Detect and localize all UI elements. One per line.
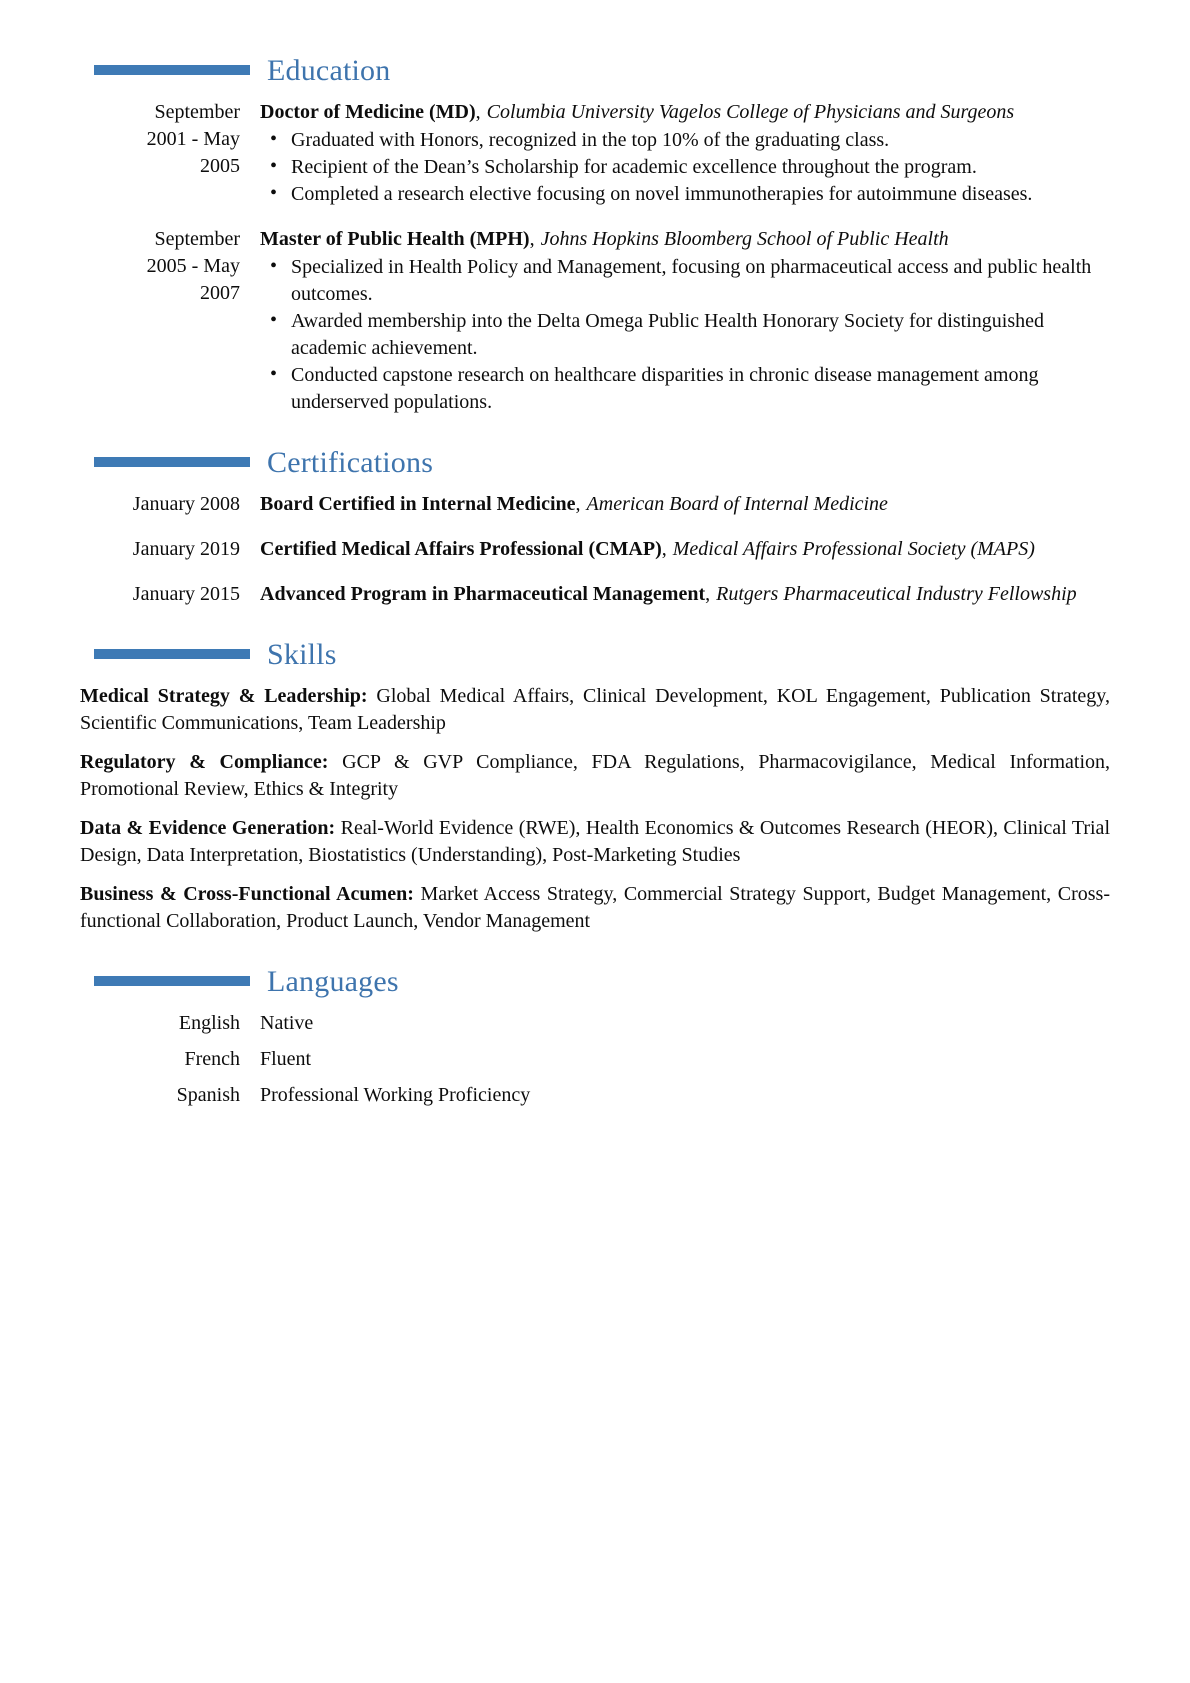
entry-dates-text: January 2008 bbox=[132, 493, 240, 515]
section-rule-icon bbox=[94, 65, 250, 75]
skills-group-label: Business & Cross-Functional Acumen: bbox=[80, 883, 414, 905]
entry-bullets bbox=[260, 127, 1110, 208]
separator: , bbox=[575, 493, 581, 515]
certification-issuer: Medical Affairs Professional Society (MAPS) bbox=[672, 538, 1035, 560]
entry-title bbox=[260, 536, 1110, 563]
skills-group bbox=[80, 683, 1110, 737]
certification-entry bbox=[80, 536, 1110, 563]
education-entry-mph bbox=[80, 226, 1110, 416]
entry-title bbox=[260, 491, 1110, 518]
institution-name: Johns Hopkins Bloomberg School of Public Health bbox=[540, 228, 949, 250]
skills-group-items: GCP & GVP Compliance, FDA Regulations, Pharmacovigilance, Medical Information, Promotional Review, Ethics & Integrity bbox=[80, 751, 1111, 800]
bullet-item: • Awarded membership into the Delta Omega Public Health Honorary Society for distinguished academic achievement. bbox=[260, 308, 1110, 362]
bullet-item: • Completed a research elective focusing on novel immunotherapies for autoimmune diseases. bbox=[260, 181, 1110, 208]
section-header-education bbox=[80, 54, 1110, 87]
certification-entry bbox=[80, 581, 1110, 608]
institution-name: Columbia University Vagelos College of Physicians and Surgeons bbox=[486, 101, 1015, 123]
separator: , bbox=[705, 583, 711, 605]
section-rule-icon bbox=[94, 649, 250, 659]
skills-group-label: Medical Strategy & Leadership: bbox=[80, 685, 368, 707]
language-name: English bbox=[178, 1012, 240, 1034]
certification-name: Advanced Program in Pharmaceutical Management bbox=[260, 583, 706, 605]
entry-dates bbox=[80, 581, 240, 608]
entry-title bbox=[260, 581, 1110, 608]
education-entry-md bbox=[80, 99, 1110, 208]
skills-group-items: Market Access Strategy, Commercial Strategy Support, Budget Management, Cross-functional Collaboration, Product Launch, Vendor Management bbox=[80, 883, 1110, 932]
entry-body bbox=[260, 99, 1110, 208]
bullet-item: • Recipient of the Dean’s Scholarship for academic excellence throughout the program. bbox=[260, 154, 1110, 181]
bullet-item: • Conducted capstone research on healthcare disparities in chronic disease management among underserved populations. bbox=[260, 362, 1110, 416]
certification-entry bbox=[80, 491, 1110, 518]
section-title-education: Education bbox=[267, 54, 391, 87]
language-level: Fluent bbox=[260, 1048, 312, 1070]
language-row bbox=[80, 1082, 1110, 1109]
separator: , bbox=[529, 228, 535, 250]
language-level: Professional Working Proficiency bbox=[260, 1084, 531, 1106]
entry-dates-text: September 2001 - May 2005 bbox=[146, 101, 240, 177]
entry-body bbox=[260, 491, 1110, 518]
entry-dates-text: September 2005 - May 2007 bbox=[146, 228, 240, 304]
language-name: French bbox=[184, 1048, 240, 1070]
bullet-item: • Specialized in Health Policy and Management, focusing on pharmaceutical access and public health outcomes. bbox=[260, 254, 1110, 308]
certification-name: Certified Medical Affairs Professional (CMAP) bbox=[260, 538, 662, 560]
entry-title bbox=[260, 99, 1110, 126]
skills-group-label: Regulatory & Compliance: bbox=[80, 751, 329, 773]
skills-group-items: Real-World Evidence (RWE), Health Economics & Outcomes Research (HEOR), Clinical Trial Design, Data Interpretation, Biostatistics (Understanding), Post-Marketing Studies bbox=[80, 817, 1110, 866]
skills-group bbox=[80, 749, 1110, 803]
section-languages bbox=[80, 965, 1110, 1109]
entry-dates bbox=[80, 226, 240, 307]
degree-name: Master of Public Health (MPH) bbox=[260, 228, 530, 250]
language-name: Spanish bbox=[176, 1084, 240, 1106]
entry-dates bbox=[80, 491, 240, 518]
section-title-languages: Languages bbox=[267, 965, 399, 998]
certification-issuer: American Board of Internal Medicine bbox=[586, 493, 888, 515]
section-certifications bbox=[80, 446, 1110, 608]
entry-title bbox=[260, 226, 1110, 253]
section-header-certifications bbox=[80, 446, 1110, 479]
entry-bullets bbox=[260, 254, 1110, 416]
entry-body bbox=[260, 581, 1110, 608]
entry-body bbox=[260, 226, 1110, 416]
bullet-item: • Graduated with Honors, recognized in the top 10% of the graduating class. bbox=[260, 127, 1110, 154]
skills-group bbox=[80, 815, 1110, 869]
section-header-languages bbox=[80, 965, 1110, 998]
entry-dates bbox=[80, 99, 240, 180]
language-row bbox=[80, 1010, 1110, 1037]
language-level: Native bbox=[260, 1012, 314, 1034]
section-skills bbox=[80, 638, 1110, 935]
separator: , bbox=[475, 101, 481, 123]
entry-dates bbox=[80, 536, 240, 563]
entry-dates-text: January 2019 bbox=[132, 538, 240, 560]
skills-group-items: Global Medical Affairs, Clinical Development, KOL Engagement, Publication Strategy, Scientific Communications, Team Leadership bbox=[80, 685, 1110, 734]
language-row bbox=[80, 1046, 1110, 1073]
section-title-skills: Skills bbox=[267, 638, 337, 671]
skills-group bbox=[80, 881, 1110, 935]
degree-name: Doctor of Medicine (MD) bbox=[260, 101, 476, 123]
separator: , bbox=[661, 538, 667, 560]
section-rule-icon bbox=[94, 457, 250, 467]
section-rule-icon bbox=[94, 976, 250, 986]
skills-group-label: Data & Evidence Generation: bbox=[80, 817, 336, 839]
section-title-certifications: Certifications bbox=[267, 446, 434, 479]
certification-issuer: Rutgers Pharmaceutical Industry Fellowship bbox=[716, 583, 1077, 605]
entry-body bbox=[260, 536, 1110, 563]
entry-dates-text: January 2015 bbox=[132, 583, 240, 605]
section-education bbox=[80, 54, 1110, 416]
certification-name: Board Certified in Internal Medicine bbox=[260, 493, 576, 515]
section-header-skills bbox=[80, 638, 1110, 671]
